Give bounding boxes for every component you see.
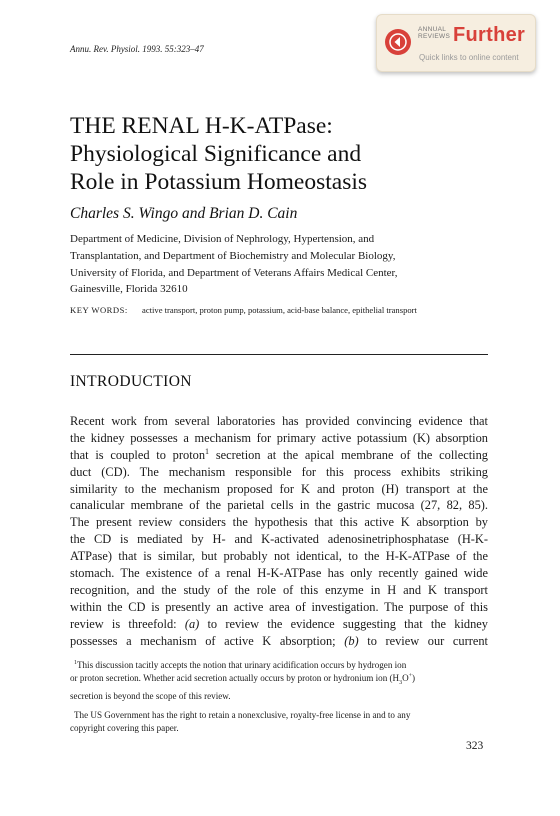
body-fragment: to review the evidence suggesting that the kidney bbox=[199, 616, 488, 631]
speaker-arrow-icon bbox=[385, 29, 411, 55]
footnote-ref[interactable]: 1 bbox=[205, 446, 210, 456]
affiliation-line: Transplantation, and Department of Biochemistry and Molecular Biology, bbox=[70, 249, 396, 262]
footnote-fragment: 3 bbox=[399, 679, 403, 686]
annual-reviews-further-badge[interactable] bbox=[376, 14, 536, 72]
footnote-fragment: + bbox=[408, 672, 413, 679]
affiliation-line: Gainesville, Florida 32610 bbox=[70, 283, 188, 296]
footnote-fragment: or proton secretion. Whether acid secretion actually occurs by proton or hydronium ion (H bbox=[70, 673, 400, 683]
footnote-fragment: This discussion tacitly accepts the notion that urinary acidification occurs by hydrogen ion bbox=[76, 660, 407, 670]
body-line: recognition, and the study of the role of this enzyme in H and K transport bbox=[70, 582, 488, 597]
key-words-text: active transport, proton pump, potassium, acid-base balance, epithelial transport bbox=[142, 305, 417, 315]
footnote-line bbox=[70, 672, 490, 690]
article-title bbox=[70, 112, 367, 196]
affiliation-line: University of Florida, and Department of Veterans Affairs Medical Center, bbox=[70, 266, 398, 279]
annual-label: ANNUAL REVIEWS bbox=[418, 26, 451, 40]
title-line: THE RENAL H-K-ATPase: bbox=[70, 113, 333, 139]
body-line bbox=[70, 447, 488, 464]
key-words-label: KEY WORDS: bbox=[70, 305, 128, 315]
footnote-fragment: O bbox=[402, 673, 409, 683]
title-line: Physiological Significance and bbox=[70, 141, 362, 167]
body-line bbox=[70, 633, 488, 650]
page-number: 323 bbox=[466, 740, 484, 752]
section-heading: INTRODUCTION bbox=[70, 373, 192, 390]
journal-citation: Annu. Rev. Physiol. 1993. 55:323–47 bbox=[70, 44, 204, 54]
footnote-line: secretion is beyond the scope of this review. bbox=[70, 690, 231, 701]
body-line: within the CD is presently an active area of investigation. The purpose of this bbox=[70, 599, 488, 614]
authors: Charles S. Wingo and Brian D. Cain bbox=[70, 205, 298, 222]
footnote-fragment: ) bbox=[412, 673, 416, 683]
body-fragment: review is threefold: bbox=[70, 616, 185, 631]
body-line: Recent work from several laboratories has provided convincing evidence that bbox=[70, 414, 488, 428]
further-label: Further bbox=[453, 24, 526, 46]
body-line: The present review considers the hypothesis that this active K absorption by bbox=[70, 515, 488, 530]
body-fragment: secretion at the apical membrane of the collecting bbox=[215, 447, 488, 462]
footnote-mark: 1 bbox=[74, 659, 77, 666]
list-marker: (a) bbox=[184, 616, 200, 631]
body-line: ATPase) that is similar, but probably not identical, to the H-K-ATPase of the bbox=[70, 549, 488, 564]
body-text bbox=[70, 413, 488, 649]
body-line: the kidney possesses a mechanism for primary active potassium (K) absorption bbox=[70, 430, 488, 445]
title-line: Role in Potassium Homeostasis bbox=[70, 169, 368, 195]
body-fragment: that is coupled to proton bbox=[70, 447, 206, 462]
body-line: duct (CD). The mechanism responsible for this process exhibits striking bbox=[70, 464, 488, 479]
affiliation bbox=[70, 231, 490, 298]
body-line: similarity to the mechanism proposed for K and proton (H) transport at the bbox=[70, 481, 488, 496]
footnote-line bbox=[70, 659, 490, 672]
body-line: stomach. The existence of a renal H-K-ATPase has only recently gained wide bbox=[70, 566, 488, 581]
body-fragment: to review our current bbox=[358, 633, 488, 648]
body-line: the CD is mediated by H- and K-activated adenosinetriphosphatase (H-K- bbox=[70, 532, 488, 547]
section-divider bbox=[70, 354, 488, 355]
body-fragment: possesses a mechanism of active K absorption; bbox=[70, 633, 345, 648]
list-marker: (b) bbox=[344, 633, 359, 648]
affiliation-line: Department of Medicine, Division of Nephrology, Hypertension, and bbox=[70, 233, 375, 245]
copyright-line: The US Government has the right to retain a nonexclusive, royalty-free license in and to any bbox=[74, 710, 411, 720]
further-subtitle: Quick links to online content bbox=[419, 53, 519, 62]
footnote bbox=[70, 659, 490, 703]
copyright-notice bbox=[70, 709, 490, 735]
body-line: canalicular membrane of the parietal cells in the gastric mucosa (27, 82, 85). bbox=[70, 498, 488, 513]
copyright-line: copyright covering this paper. bbox=[70, 723, 179, 733]
annual-reviews-label bbox=[418, 26, 450, 40]
body-line bbox=[70, 616, 488, 633]
